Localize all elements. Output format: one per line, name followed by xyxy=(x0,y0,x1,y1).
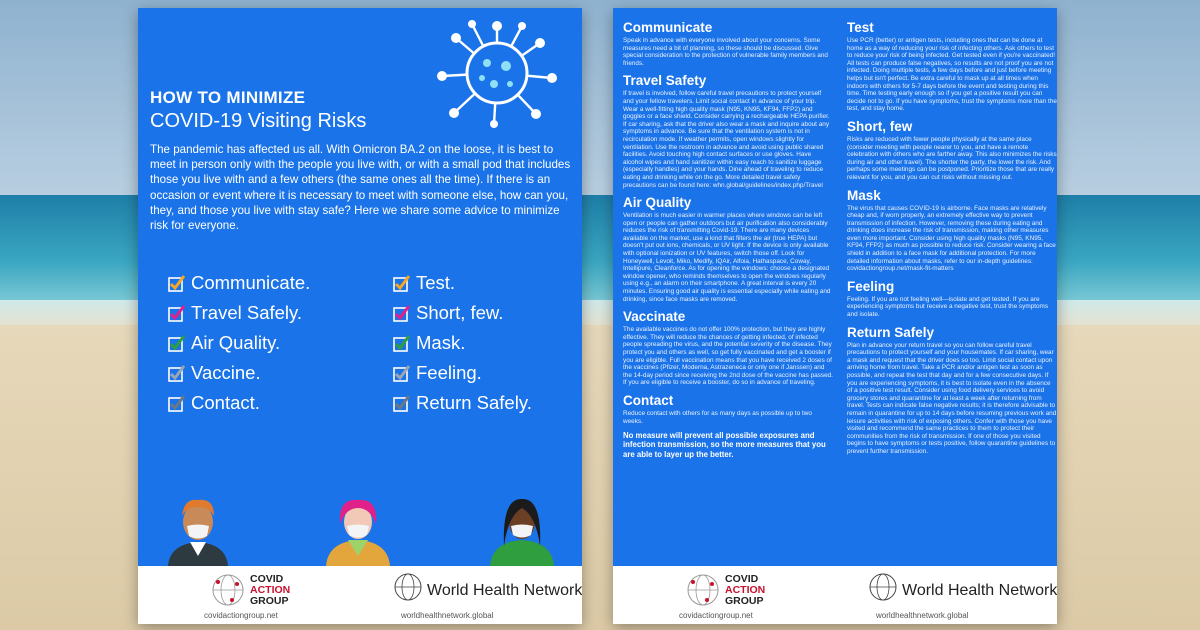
covid-action-group-logo xyxy=(673,570,823,622)
section-text: The virus that causes COVID-19 is airborne. Face masks are relatively cheap and, if worn properly, an extremely effective way to prevent transmission of infection. However, removing these during eating and drinking does increase the risk of transmission, making other measures even more important. Consider using high quality masks (N95, KN95, KF94, FFP2) as much as possible to reduce risk. Consider wearing a face shield in addition to a face mask for additional protection. For more detailed information about masks, refer to our in-depth guidelines: covidactiongroup.net/mask-fit-matters xyxy=(847,204,1056,273)
section-contact xyxy=(623,393,833,459)
closing-statement: No measure will prevent all possible exposures and infection transmission, so the more measures that you are able to layer up the better. xyxy=(623,431,826,459)
section-text: Ventilation is much easier in warmer places where windows can be left open or people can gather outdoors but air purification also considerably reduces the risk of transmitting Covid-19. There are many devices available on the market, use a kind that filters the air (true HEPA) but doesn't put out ions, chemicals, or UV light. If the device is only available with optional ionization or UV features, switch those off. Look for Honeywell, Levoit, Miko, Medify, IQAir, Alfoia, Hathaspace, Coway, Intellipure, Cleanforce. As for opening the windows: choose a designated window opener, who reminds themselves to open the windows regularly using e.g., an alarm on their smartphone. A great interval is every 20 minutes. Ensuring good air quality is essential especially while eating and drinking, since face masks are removed. xyxy=(623,212,831,303)
checklist-label: Vaccine. xyxy=(191,362,261,383)
intro-paragraph: The pandemic has affected us all. With Omicron BA.2 on the loose, it is best to meet in person only with the people you live with, or with a small pod that includes those you live with and a few others (the same ones all the time). If there is an occasion or event where it is necessary to meet with someone else, how can you, they, and those you live with stay safe? Here we share some advice to minimize risk for everyone. xyxy=(150,143,571,233)
whn-name: World Health Network xyxy=(427,582,582,599)
checklist-label: Communicate. xyxy=(191,272,311,293)
checklist-label: Test. xyxy=(416,272,456,293)
person-one xyxy=(168,500,228,566)
world-health-network-logo xyxy=(393,570,582,622)
covid-action-group-logo xyxy=(198,570,348,622)
person-three xyxy=(490,499,554,566)
flyer-front-page xyxy=(138,8,582,624)
section-text: Speak in advance with everyone involved about your concerns. Some measures need a bit of planning, so these should be discussed. Give special consideration to the protection of vulnerable family members and friends. xyxy=(623,37,828,67)
check-box-icon xyxy=(393,365,410,382)
cag-url: covidactiongroup.net xyxy=(204,611,278,620)
checklist-item xyxy=(168,268,310,298)
checklist-label: Air Quality. xyxy=(191,332,281,353)
section-return-safely xyxy=(847,325,1057,456)
flyer-back-page xyxy=(613,8,1057,624)
section-title: Travel Safety xyxy=(623,73,707,89)
cag-word-group: GROUP xyxy=(250,595,289,607)
section-text: If travel is involved, follow careful travel precautions to protect yourself and your fellow travelers. Limit social contact in advance of your trip. Wear a well-fitting high quality mask (N95, KN95, KF94, FFP2) and goggles or a face shield. Consider carrying a rechargeable HEPA purifier. If car sharing, ask that the driver also wear a mask and inquire about any symptoms in advance. Be sure that the ventilation system is not in recirculation mode. If weather permits, open windows slightly for ventilation. Use the restroom in advance and avoid using public shared facilities. Avoid touching high contact surfaces or use gloves. Have alcohol wipes and hand sanitizer within easy reach to sanitize luggage (especially handles) and your hands. Dine ahead of traveling to reduce eating and drinking while on the go. More detailed travel safety precautions can be found here: whn.global/guidelines/index.php/Travel xyxy=(623,90,830,189)
section-title: Mask xyxy=(847,187,881,203)
section-text: The available vaccines do not offer 100% protection, but they are highly effective. They will reduce the chances of getting infected, of infected people spreading the virus, and the potential severity of the disease. They protect you and others as well, so get fully vaccinated and get a booster if you are eligible. Full vaccination means that you have received 2 doses of the vaccines (Pfizer, Moderna, Astrazeneca or only one if Janssen) and the 14-day period since receiving the 2nd dose of the vaccine has passed. If you are eligible to receive a booster, do so in advance of traveling. xyxy=(623,326,833,387)
globe-icon xyxy=(210,572,246,608)
checklist-right xyxy=(393,268,532,418)
section-travel xyxy=(623,73,833,189)
heading-how-to: HOW TO MINIMIZE xyxy=(150,88,306,107)
checklist-item xyxy=(393,268,532,298)
check-box-icon xyxy=(393,305,410,322)
section-test xyxy=(847,20,1057,113)
cag-word-action: ACTION xyxy=(725,584,766,596)
right-column xyxy=(847,20,1057,462)
check-box-icon xyxy=(393,395,410,412)
cag-word-covid: COVID xyxy=(250,573,284,585)
section-text: Use PCR (better) or antigen tests, including ones that can be done at home as a way of reducing your risk of infecting others. Ask others to test to reduce your risk of being infected. Get tested even if you're vaccinated! All tests can produce false negatives, so results are not proof you are not infected. Doing multiple tests, a few days before and just before meeting helps but isn't perfect. Be extra careful to mask up at all times when indoors with others for 5-7 days before the event and testing during this time. Time testing early enough so if you get a positive result you can decide not to go. If you have symptoms, trust the symptoms more than the test, and stay home. xyxy=(847,37,1057,113)
checklist-label: Feeling. xyxy=(416,362,482,383)
section-title: Return Safely xyxy=(847,324,935,340)
checklist-left xyxy=(168,268,310,418)
page-title: COVID-19 Visiting Risks xyxy=(150,110,367,132)
checklist-label: Contact. xyxy=(191,392,260,413)
globe-icon xyxy=(393,572,423,602)
check-box-icon xyxy=(393,275,410,292)
section-communicate xyxy=(623,20,833,67)
check-box-icon xyxy=(168,335,185,352)
whn-url: worldhealthnetwork.global xyxy=(401,611,494,620)
masked-people-illustration xyxy=(138,496,582,566)
check-box-icon xyxy=(168,365,185,382)
footer-bar xyxy=(613,566,1057,624)
checklist-item xyxy=(393,388,532,418)
checklist-label: Mask. xyxy=(416,332,466,353)
cag-word-group: GROUP xyxy=(725,595,764,607)
checklist-item xyxy=(393,298,532,328)
section-air-quality xyxy=(623,195,833,303)
cag-url: covidactiongroup.net xyxy=(679,611,753,620)
section-text: Plan in advance your return travel so you can follow careful travel precautions to protect yourself and your housemates. If car sharing, wear a mask and request that the driver does so too. Limit social contact upon arriving home from travel. Take a PCR and/or antigen test as soon as possible, and repeat the test that day and for a few consecutive days. If you are experiencing symptoms, it is best to isolate even in the absence of a positive test result. Consider using food delivery services to avoid grocery stores and quarantine for at least a week after returning from travel. Tests can indicate false negative results; it is therefore advisable to remain in quarantine for up to 14 days before resuming previous work and leisure activities with risk of exposing others. Confer with those you have visited and recommend the same practices to them to protect their communities from the risk of transmission. If one of those you visited begins to have symptoms or tests positive, follow quarantine guidelines to prevent further transmission. xyxy=(847,341,1057,455)
check-box-icon xyxy=(168,395,185,412)
person-two xyxy=(326,500,390,566)
section-text: Feeling. If you are not feeling well—isolate and get tested. If you are experiencing symptoms but receive a negative test, trust the symptoms and isolate. xyxy=(847,295,1049,319)
check-box-icon xyxy=(393,335,410,352)
checklist-label: Travel Safely. xyxy=(191,302,303,323)
globe-icon xyxy=(685,572,721,608)
checklist-item xyxy=(168,358,310,388)
checklist-item xyxy=(393,358,532,388)
checklist-item xyxy=(168,388,310,418)
footer-bar xyxy=(138,566,582,624)
section-title: Test xyxy=(847,20,874,35)
section-vaccinate xyxy=(623,309,833,387)
section-text: Risks are reduced with fewer people physically at the same place (consider meeting with people nearer to you, and have a remote celebration with others who are farther away. This also minimizes the risks during air and other travel). The shorter the party, the lower the risk. And perhaps some meetings can be postponed. Prioritize those that are really relevant for you, and you can cut risks without missing out. xyxy=(847,135,1057,181)
checklist-label: Short, few. xyxy=(416,302,504,323)
cag-word-covid: COVID xyxy=(725,573,759,585)
section-title: Contact xyxy=(623,392,674,408)
check-box-icon xyxy=(168,275,185,292)
section-title: Air Quality xyxy=(623,195,692,211)
section-text: Reduce contact with others for as many days as possible up to two weeks. xyxy=(623,409,812,425)
section-feeling xyxy=(847,279,1057,319)
cag-word-action: ACTION xyxy=(250,584,291,596)
section-mask xyxy=(847,188,1057,273)
section-short-few xyxy=(847,119,1057,182)
section-title: Feeling xyxy=(847,278,895,294)
section-title: Communicate xyxy=(623,20,713,35)
globe-icon xyxy=(868,572,898,602)
check-box-icon xyxy=(168,305,185,322)
checklist-label: Return Safely. xyxy=(416,392,532,413)
checklist-item xyxy=(168,298,310,328)
section-title: Short, few xyxy=(847,118,913,134)
section-title: Vaccinate xyxy=(623,309,686,325)
whn-name: World Health Network xyxy=(902,582,1057,599)
checklist-item xyxy=(168,328,310,358)
left-column xyxy=(623,20,833,465)
whn-url: worldhealthnetwork.global xyxy=(876,611,969,620)
world-health-network-logo xyxy=(868,570,1057,622)
checklist-item xyxy=(393,328,532,358)
virus-icon xyxy=(432,18,562,128)
